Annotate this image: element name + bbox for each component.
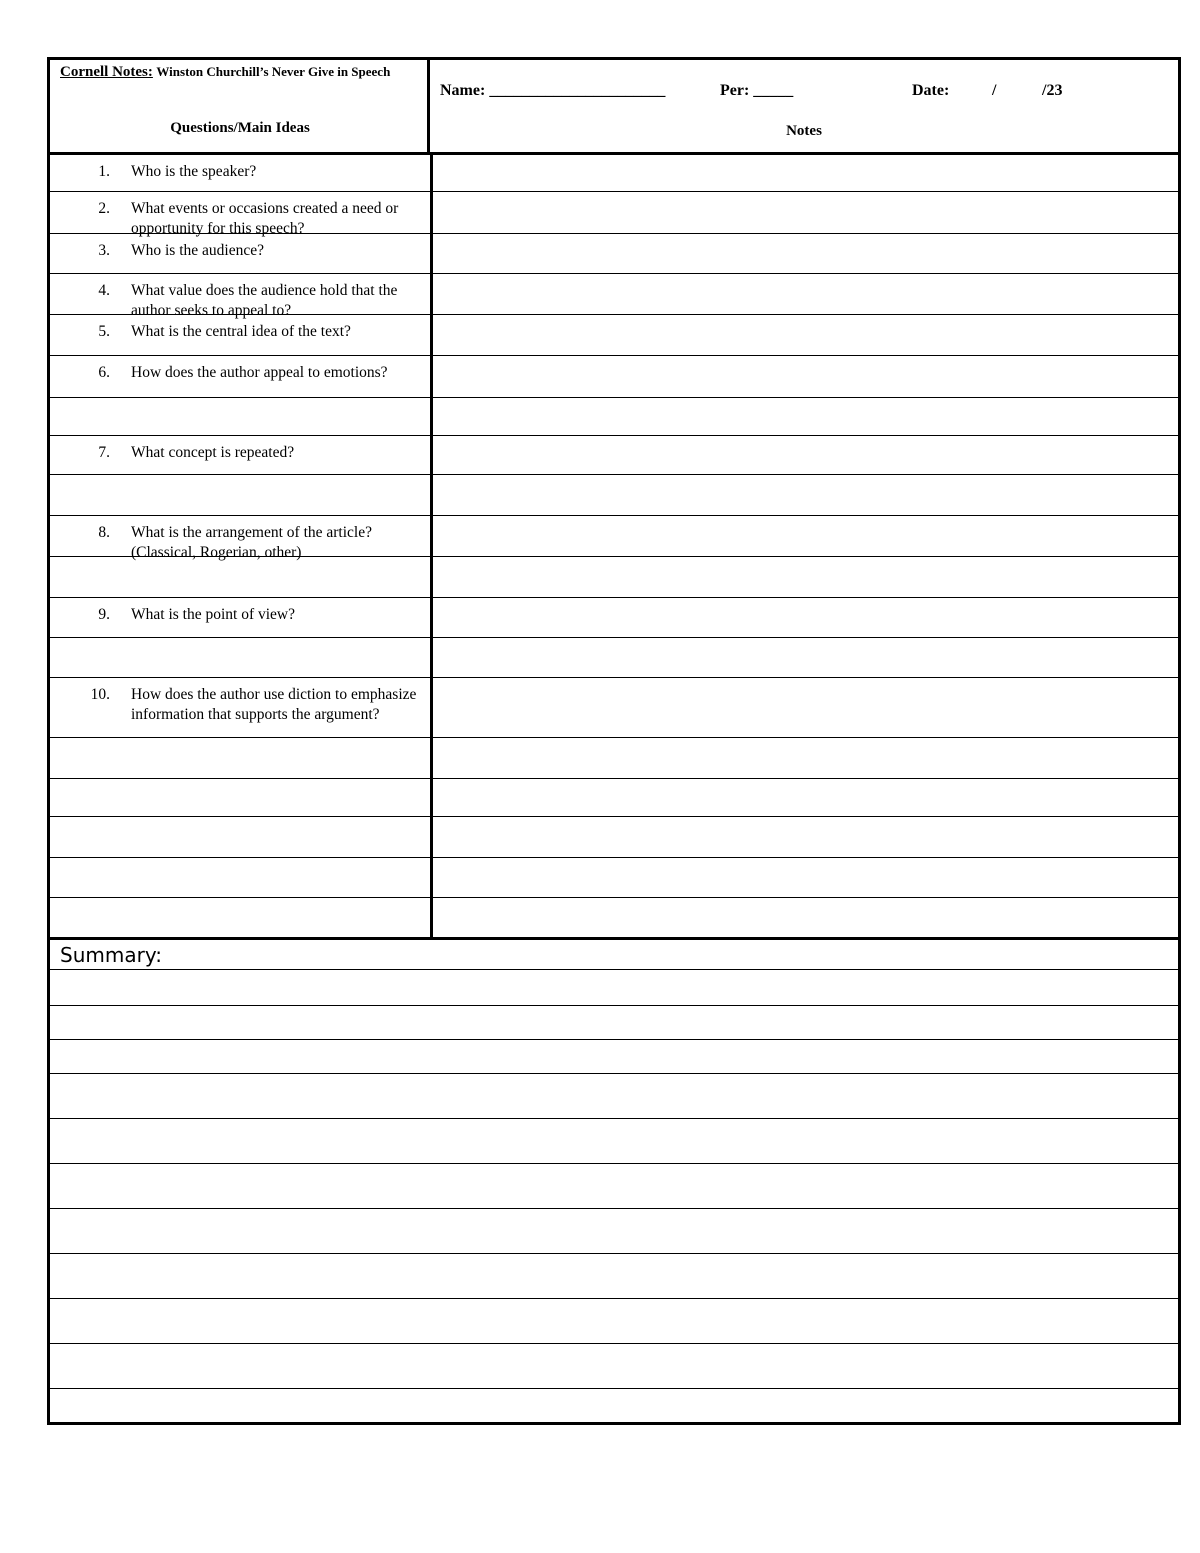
question-text: What value does the audience hold that the author seeks to appeal to? <box>131 282 398 319</box>
question-row <box>50 897 1178 937</box>
question-row <box>50 737 1178 778</box>
notes-cell[interactable] <box>433 274 1178 314</box>
notes-cell[interactable] <box>433 475 1178 515</box>
question-text: How does the author use diction to emphasize information that supports the argument? <box>131 686 417 723</box>
notes-cell[interactable] <box>433 557 1178 597</box>
date-year: /23 <box>1042 82 1063 99</box>
cornell-notes-sheet <box>47 57 1181 1425</box>
date-label: Date: <box>912 82 950 99</box>
summary-line <box>50 1118 1178 1119</box>
question-row <box>50 273 1178 319</box>
notes-cell[interactable] <box>433 738 1178 778</box>
notes-cell[interactable] <box>433 779 1178 816</box>
question-text: What events or occasions created a need or opportunity for this speech? <box>131 200 399 237</box>
question-text: What is the arrangement of the article? (Classical, Rogerian, other) <box>131 524 372 561</box>
question-row <box>50 435 1178 474</box>
notes-heading: Notes <box>786 123 822 139</box>
questions-heading: Questions/Main Ideas <box>170 120 310 136</box>
question-row <box>50 677 1178 737</box>
summary-line <box>50 1039 1178 1040</box>
question-number: 4. <box>98 282 110 299</box>
question-number: 5. <box>98 323 110 340</box>
question-number: 7. <box>98 444 110 461</box>
question-number: 8. <box>98 524 110 541</box>
question-row <box>50 233 1178 273</box>
question-row <box>50 191 1178 237</box>
summary-line <box>50 1208 1178 1209</box>
question-number: 6. <box>98 364 110 381</box>
question-number: 2. <box>98 200 110 217</box>
question-row <box>50 637 1178 677</box>
question-text: What is the central idea of the text? <box>131 323 351 340</box>
notes-cell[interactable] <box>433 398 1178 435</box>
notes-cell[interactable] <box>433 192 1178 233</box>
notes-cell[interactable] <box>433 234 1178 273</box>
header-right-cell <box>430 60 1178 153</box>
summary-label: Summary: <box>60 943 162 967</box>
summary-line <box>50 1253 1178 1254</box>
title-work: Winston Churchill’s Never Give in Speech <box>156 64 391 79</box>
date-slash: / <box>992 82 997 99</box>
notes-cell[interactable] <box>433 898 1178 937</box>
summary-line <box>50 1343 1178 1344</box>
question-row <box>50 515 1178 561</box>
question-row <box>50 355 1178 397</box>
summary-line <box>50 1163 1178 1164</box>
summary-line <box>50 1298 1178 1299</box>
question-text: Who is the speaker? <box>131 163 257 180</box>
notes-cell[interactable] <box>433 858 1178 897</box>
question-text: Who is the audience? <box>131 242 264 259</box>
notes-cell[interactable] <box>433 155 1178 191</box>
notes-cell[interactable] <box>433 598 1178 637</box>
period-field[interactable]: Per: _____ <box>720 82 794 99</box>
header-left-cell <box>50 60 430 153</box>
question-text: What is the point of view? <box>131 606 295 623</box>
summary-divider <box>50 937 1178 940</box>
question-number: 10. <box>90 686 110 703</box>
notes-cell[interactable] <box>433 436 1178 474</box>
column-divider <box>430 155 433 939</box>
summary-line <box>50 1005 1178 1006</box>
question-row <box>50 474 1178 515</box>
summary-line <box>50 1388 1178 1389</box>
question-text: What concept is repeated? <box>131 444 295 461</box>
question-row <box>50 314 1178 355</box>
question-number: 1. <box>98 163 110 180</box>
question-row <box>50 155 1178 191</box>
question-row <box>50 397 1178 435</box>
question-row <box>50 816 1178 857</box>
question-row <box>50 857 1178 897</box>
question-number: 9. <box>98 606 110 623</box>
question-row <box>50 597 1178 637</box>
notes-cell[interactable] <box>433 315 1178 355</box>
question-text: How does the author appeal to emotions? <box>131 364 388 381</box>
question-number: 3. <box>98 242 110 259</box>
question-row <box>50 778 1178 816</box>
notes-cell[interactable] <box>433 817 1178 857</box>
worksheet-title <box>60 63 420 81</box>
notes-cell[interactable] <box>433 678 1178 737</box>
notes-cell[interactable] <box>433 516 1178 556</box>
question-row <box>50 556 1178 597</box>
notes-cell[interactable] <box>433 356 1178 397</box>
notes-cell[interactable] <box>433 638 1178 677</box>
summary-line <box>50 969 1178 970</box>
summary-line <box>50 1073 1178 1074</box>
name-field[interactable]: Name: ______________________ <box>440 82 666 99</box>
title-lead: Cornell Notes: <box>60 64 153 80</box>
